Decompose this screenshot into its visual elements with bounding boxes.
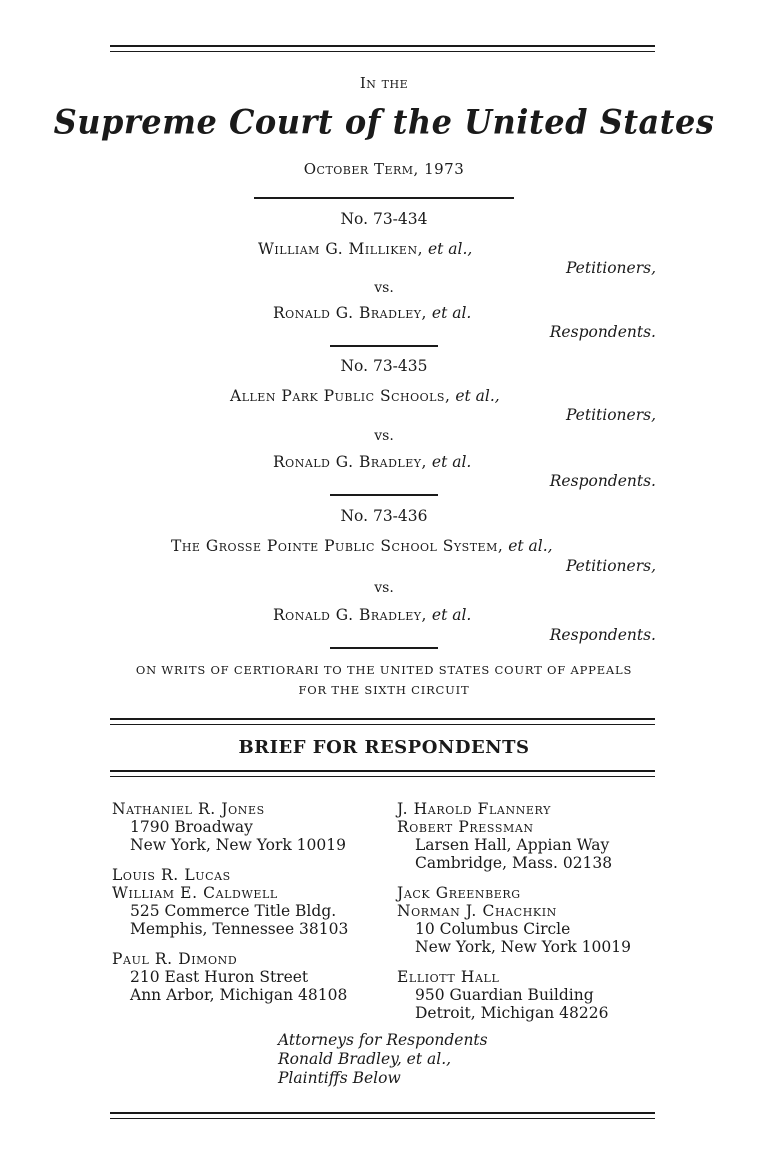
- attorneys-for-block: [278, 1031, 488, 1088]
- court-title: Supreme Court of the United States: [53, 102, 715, 142]
- attorney-address-line: Cambridge, Mass. 02138: [415, 854, 613, 872]
- case-3-respondent-name: Ronald G. Bradley,: [273, 606, 427, 624]
- attorney-address-line: Detroit, Michigan 48226: [415, 1004, 609, 1022]
- case-1-respondent-name: Ronald G. Bradley,: [273, 304, 427, 322]
- case-3-divider: [330, 647, 438, 649]
- case-number-2: No. 73-435: [340, 357, 428, 375]
- attorneys-for-line-3: Plaintiffs Below: [278, 1069, 401, 1087]
- top-double-rule: [110, 45, 655, 52]
- attorney-address-line: Larsen Hall, Appian Way: [415, 836, 610, 854]
- bottom-double-rule: [110, 1112, 655, 1119]
- case-3-vs: vs.: [374, 580, 394, 596]
- case-3-respondent: [273, 606, 471, 624]
- case-3-petitioner-role: Petitioners,: [565, 557, 656, 575]
- case-2-respondent-suffix: et al.: [431, 453, 472, 471]
- attorney-address-line: 210 East Huron Street: [130, 968, 309, 986]
- brief-title: BRIEF FOR RESPONDENTS: [238, 737, 530, 758]
- attorney-address-line: Memphis, Tennessee 38103: [130, 920, 349, 938]
- case-2-petitioner-name: Allen Park Public Schools,: [230, 387, 451, 405]
- term-label: October Term, 1973: [303, 160, 465, 178]
- case-3-petitioner-name: The Grosse Pointe Public School System,: [171, 537, 504, 555]
- attorney-caldwell: [112, 884, 348, 938]
- case-2-vs: vs.: [374, 428, 394, 444]
- certiorari-line-2: FOR THE SIXTH CIRCUIT: [298, 683, 470, 697]
- case-2-petitioner-role: Petitioners,: [565, 406, 656, 424]
- case-2-respondent: [273, 453, 471, 471]
- case-3-petitioner: [171, 537, 553, 555]
- attorney-name: Jack Greenberg: [397, 884, 521, 902]
- attorneys-for-line-1: Attorneys for Respondents: [278, 1031, 488, 1049]
- attorney-flannery: [397, 800, 631, 818]
- case-1-petitioner: [258, 240, 472, 258]
- case-1-petitioner-suffix: et al.,: [427, 240, 473, 258]
- attorney-address-line: 525 Commerce Title Bldg.: [130, 902, 337, 920]
- attorney-lucas: [112, 866, 348, 884]
- case-3-respondent-role: Respondents.: [549, 626, 656, 644]
- attorney-address-line: 1790 Broadway: [130, 818, 253, 836]
- case-2-petitioner-suffix: et al.,: [455, 387, 500, 405]
- case-1-petitioner-name: William G. Milliken,: [258, 240, 424, 258]
- attorneys-left-column: [112, 800, 348, 1004]
- case-3-petitioner-suffix: et al.,: [508, 537, 553, 555]
- attorney-address-line: 10 Columbus Circle: [415, 920, 571, 938]
- case-number-1: No. 73-434: [340, 210, 428, 228]
- attorney-hall: [397, 968, 631, 1022]
- case-2-respondent-role: Respondents.: [549, 472, 656, 490]
- case-2-divider: [330, 494, 438, 496]
- attorney-name: Nathaniel R. Jones: [112, 800, 265, 818]
- brief-title-bottom-rule: [110, 770, 655, 777]
- attorney-name: Louis R. Lucas: [112, 866, 231, 884]
- attorney-chachkin: [397, 902, 631, 956]
- attorney-address-line: New York, New York 10019: [415, 938, 631, 956]
- attorney-name: Paul R. Dimond: [112, 950, 238, 968]
- case-1-petitioner-role: Petitioners,: [565, 259, 656, 277]
- case-2-respondent-name: Ronald G. Bradley,: [273, 453, 427, 471]
- case-number-3: No. 73-436: [340, 507, 428, 525]
- attorney-greenberg: [397, 884, 631, 902]
- case-1-divider: [330, 345, 438, 347]
- attorney-name: J. Harold Flannery: [397, 800, 551, 818]
- brief-title-top-rule: [110, 718, 655, 725]
- attorney-dimond: [112, 950, 348, 1004]
- attorney-name: Robert Pressman: [397, 818, 534, 836]
- case-1-respondent-role: Respondents.: [549, 323, 656, 341]
- certiorari-text: [0, 660, 768, 700]
- attorney-address-line: Ann Arbor, Michigan 48108: [130, 986, 348, 1004]
- in-the-label: In the: [359, 74, 409, 92]
- case-1-vs: vs.: [374, 280, 394, 296]
- attorney-name: William E. Caldwell: [112, 884, 278, 902]
- attorney-jones: [112, 800, 348, 854]
- attorney-name: Elliott Hall: [397, 968, 500, 986]
- attorneys-for-line-2: Ronald Bradley, et al.,: [278, 1050, 452, 1068]
- case-3-respondent-suffix: et al.: [431, 606, 472, 624]
- case-1-respondent-suffix: et al.: [431, 304, 472, 322]
- term-rule: [254, 197, 514, 199]
- certiorari-line-1: ON WRITS OF CERTIORARI TO THE UNITED STATES COURT OF APPEALS: [135, 663, 633, 677]
- attorneys-right-column: [397, 800, 631, 1022]
- attorney-name: Norman J. Chachkin: [397, 902, 557, 920]
- case-2-petitioner: [230, 387, 500, 405]
- attorney-address-line: New York, New York 10019: [130, 836, 346, 854]
- case-1-respondent: [273, 304, 471, 322]
- attorney-pressman: [397, 818, 631, 872]
- attorney-address-line: 950 Guardian Building: [415, 986, 594, 1004]
